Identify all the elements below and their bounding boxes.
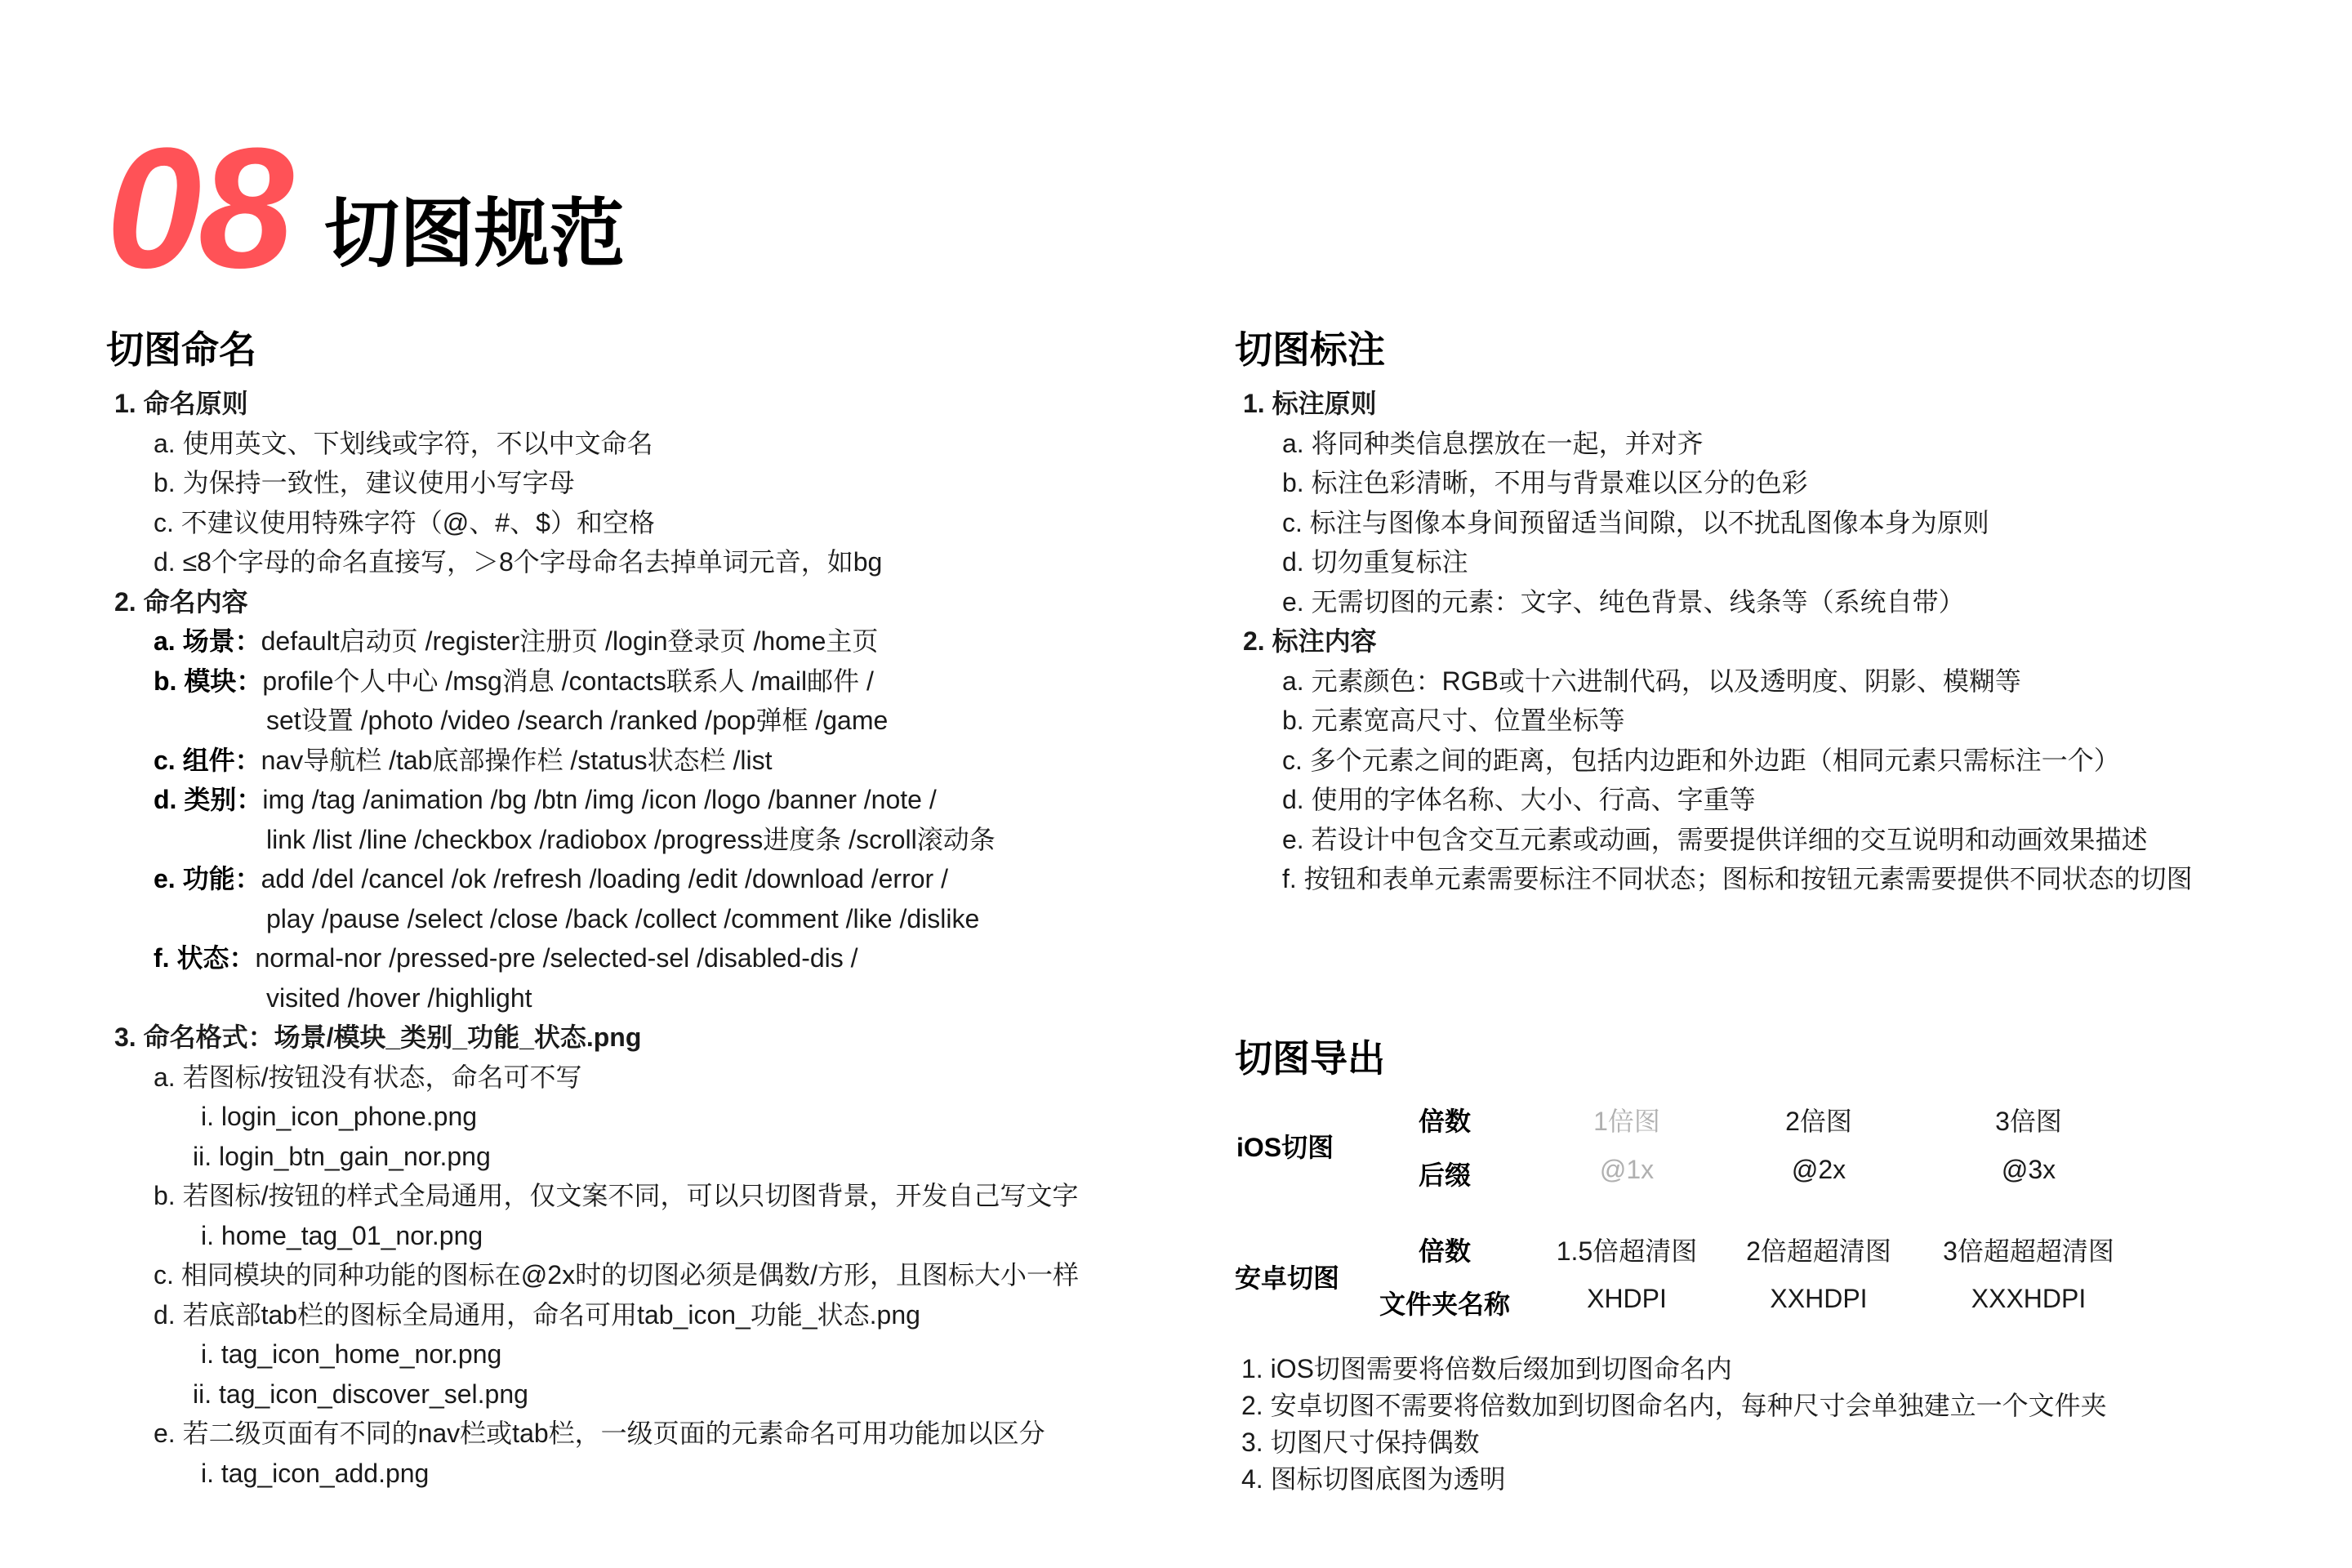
ios-scale-cell: 1倍图: [1593, 1107, 1660, 1136]
list-item: b. 为保持一致性，建议使用小写字母: [154, 468, 575, 497]
list-item: c. 不建议使用特殊字符（@、#、$）和空格: [154, 507, 655, 537]
list-item: b. 元素宽高尺寸、位置坐标等: [1282, 706, 1625, 735]
note-item: 2. 安卓切图不需要将倍数加到切图命名内，每种尺寸会单独建立一个文件夹: [1241, 1391, 2107, 1420]
example-filename: i. tag_icon_add.png: [201, 1458, 430, 1488]
list-item: a. 使用英文、下划线或字符，不以中文命名: [154, 428, 653, 458]
android-folder-cell: XXXHDPI: [1971, 1284, 2087, 1313]
list-item: d. 使用的字体名称、大小、行高、字重等: [1282, 785, 1756, 814]
item-value: nav导航栏 /tab底部操作栏 /status状态栏 /list: [261, 745, 773, 775]
list-item: e. 无需切图的元素：文字、纯色背景、线条等（系统自带）: [1282, 586, 1965, 617]
android-scale-cell: 2倍超超清图: [1746, 1236, 1891, 1266]
android-folder-cell: XXHDPI: [1770, 1284, 1868, 1313]
ios-scale-header: 倍数: [1418, 1107, 1472, 1136]
note-item: 4. 图标切图底图为透明: [1241, 1464, 1506, 1494]
example-filename: i. home_tag_01_nor.png: [201, 1220, 483, 1250]
android-scale-header: 倍数: [1418, 1236, 1472, 1266]
export-section-title: 切图导出: [1235, 1037, 1385, 1080]
example-filename: i. login_icon_phone.png: [201, 1102, 478, 1131]
ios-scale-cell: 2倍图: [1785, 1107, 1852, 1136]
list-item: e. 若设计中包含交互元素或动画，需要提供详细的交互说明和动画效果描述: [1282, 824, 2148, 854]
section-number: 08: [106, 112, 291, 304]
list-item: d. ≤8个字母的命名直接写，＞8个字母命名去掉单词元音，如bg: [154, 547, 883, 577]
android-label: 安卓切图: [1235, 1263, 1340, 1293]
list-item-state: [106, 938, 1079, 978]
list-item: e. 若二级页面有不同的nav栏或tab栏，一级页面的元素命名可用功能加以区分: [154, 1419, 1045, 1448]
annotation-section-title: 切图标注: [1235, 328, 1385, 371]
list-item: b. 标注色彩清晰，不用与背景难以区分的色彩: [1282, 468, 1808, 497]
naming-principles-heading: 1. 命名原则: [114, 389, 248, 418]
android-folder-cell: XHDPI: [1587, 1284, 1667, 1313]
example-filename: i. tag_icon_home_nor.png: [201, 1339, 502, 1369]
list-item: a. 若图标/按钮没有状态，命名可不写: [154, 1062, 582, 1092]
list-item: d. 若底部tab栏的图标全局通用，命名可用tab_icon_功能_状态.png: [154, 1299, 920, 1330]
example-filename: ii. tag_icon_discover_sel.png: [193, 1379, 528, 1409]
item-key: a. 场景：: [154, 626, 261, 656]
list-item-category: [106, 780, 1079, 820]
list-item: b. 若图标/按钮的样式全局通用，仅文案不同，可以只切图背景，开发自己写文字: [154, 1181, 1079, 1210]
naming-section-title: 切图命名: [106, 328, 256, 371]
item-key: d. 类别：: [154, 785, 263, 814]
list-item-continuation: link /list /line /checkbox /radiobox /progress进度条 /scroll滚动条: [266, 824, 996, 854]
list-item-module: [106, 662, 1079, 702]
item-value: img /tag /animation /bg /btn /img /icon /logo /banner /note /: [262, 785, 937, 814]
android-scale-cell: 3倍超超超清图: [1943, 1236, 2114, 1266]
ios-suffix-cell: @1x: [1599, 1155, 1655, 1184]
naming-content-heading: 2. 命名内容: [114, 586, 248, 617]
item-value: normal-nor /pressed-pre /selected-sel /disabled-dis /: [255, 943, 858, 973]
android-scale-cell: 1.5倍超清图: [1556, 1236, 1698, 1266]
item-value: default启动页 /register注册页 /login登录页 /home主页: [261, 626, 879, 656]
list-item-scene: [106, 621, 1079, 662]
list-item-function: [106, 859, 1079, 899]
ios-scale-cell: 3倍图: [1995, 1107, 2062, 1136]
list-item-continuation: play /pause /select /close /back /collect /comment /like /dislike: [266, 903, 980, 933]
annotation-list: [1235, 384, 2193, 899]
list-item: a. 元素颜色：RGB或十六进制代码，以及透明度、阴影、模糊等: [1282, 666, 2021, 696]
page-title: 切图规范: [324, 193, 626, 276]
list-item: c. 标注与图像本身间预留适当间隙，以不扰乱图像本身为原则: [1282, 507, 1989, 537]
list-item-continuation: visited /hover /highlight: [266, 982, 532, 1013]
ios-suffix-cell: @3x: [2001, 1155, 2056, 1184]
list-item: d. 切勿重复标注: [1282, 547, 1468, 577]
item-key: c. 组件：: [154, 745, 261, 775]
annotation-content-heading: 2. 标注内容: [1243, 626, 1377, 656]
item-key: e. 功能：: [154, 864, 261, 893]
ios-suffix-cell: @2x: [1791, 1155, 1846, 1184]
list-item: c. 相同模块的同种功能的图标在@2x时的切图必须是偶数/方形，且图标大小一样: [154, 1260, 1079, 1290]
note-item: 3. 切图尺寸保持偶数: [1241, 1428, 1480, 1457]
item-key: f. 状态：: [154, 943, 256, 973]
ios-suffix-header: 后缀: [1418, 1160, 1472, 1190]
example-filename: ii. login_btn_gain_nor.png: [193, 1141, 491, 1171]
item-value: profile个人中心 /msg消息 /contacts联系人 /mail邮件 /: [262, 666, 874, 696]
item-value: add /del /cancel /ok /refresh /loading /edit /download /error /: [261, 864, 948, 893]
note-item: 1. iOS切图需要将倍数后缀加到切图命名内: [1241, 1354, 1732, 1383]
export-notes: [1241, 1351, 2107, 1498]
annotation-principles-heading: 1. 标注原则: [1243, 389, 1377, 418]
item-key: b. 模块：: [154, 666, 263, 696]
list-item-component: [106, 741, 1079, 781]
list-item: a. 将同种类信息摆放在一起，并对齐: [1282, 428, 1704, 458]
naming-list: [106, 384, 1079, 1493]
list-item: f. 按钮和表单元素需要标注不同状态；图标和按钮元素需要提供不同状态的切图: [1282, 864, 2193, 893]
list-item: c. 多个元素之间的距离，包括内边距和外边距（相同元素只需标注一个）: [1282, 745, 2120, 775]
list-item-continuation: set设置 /photo /video /search /ranked /pop弹框 /game: [266, 706, 889, 735]
ios-label: iOS切图: [1236, 1133, 1334, 1162]
naming-format-heading: 3. 命名格式：场景/模块_类别_功能_状态.png: [114, 1022, 642, 1052]
android-folder-header: 文件夹名称: [1379, 1290, 1511, 1319]
